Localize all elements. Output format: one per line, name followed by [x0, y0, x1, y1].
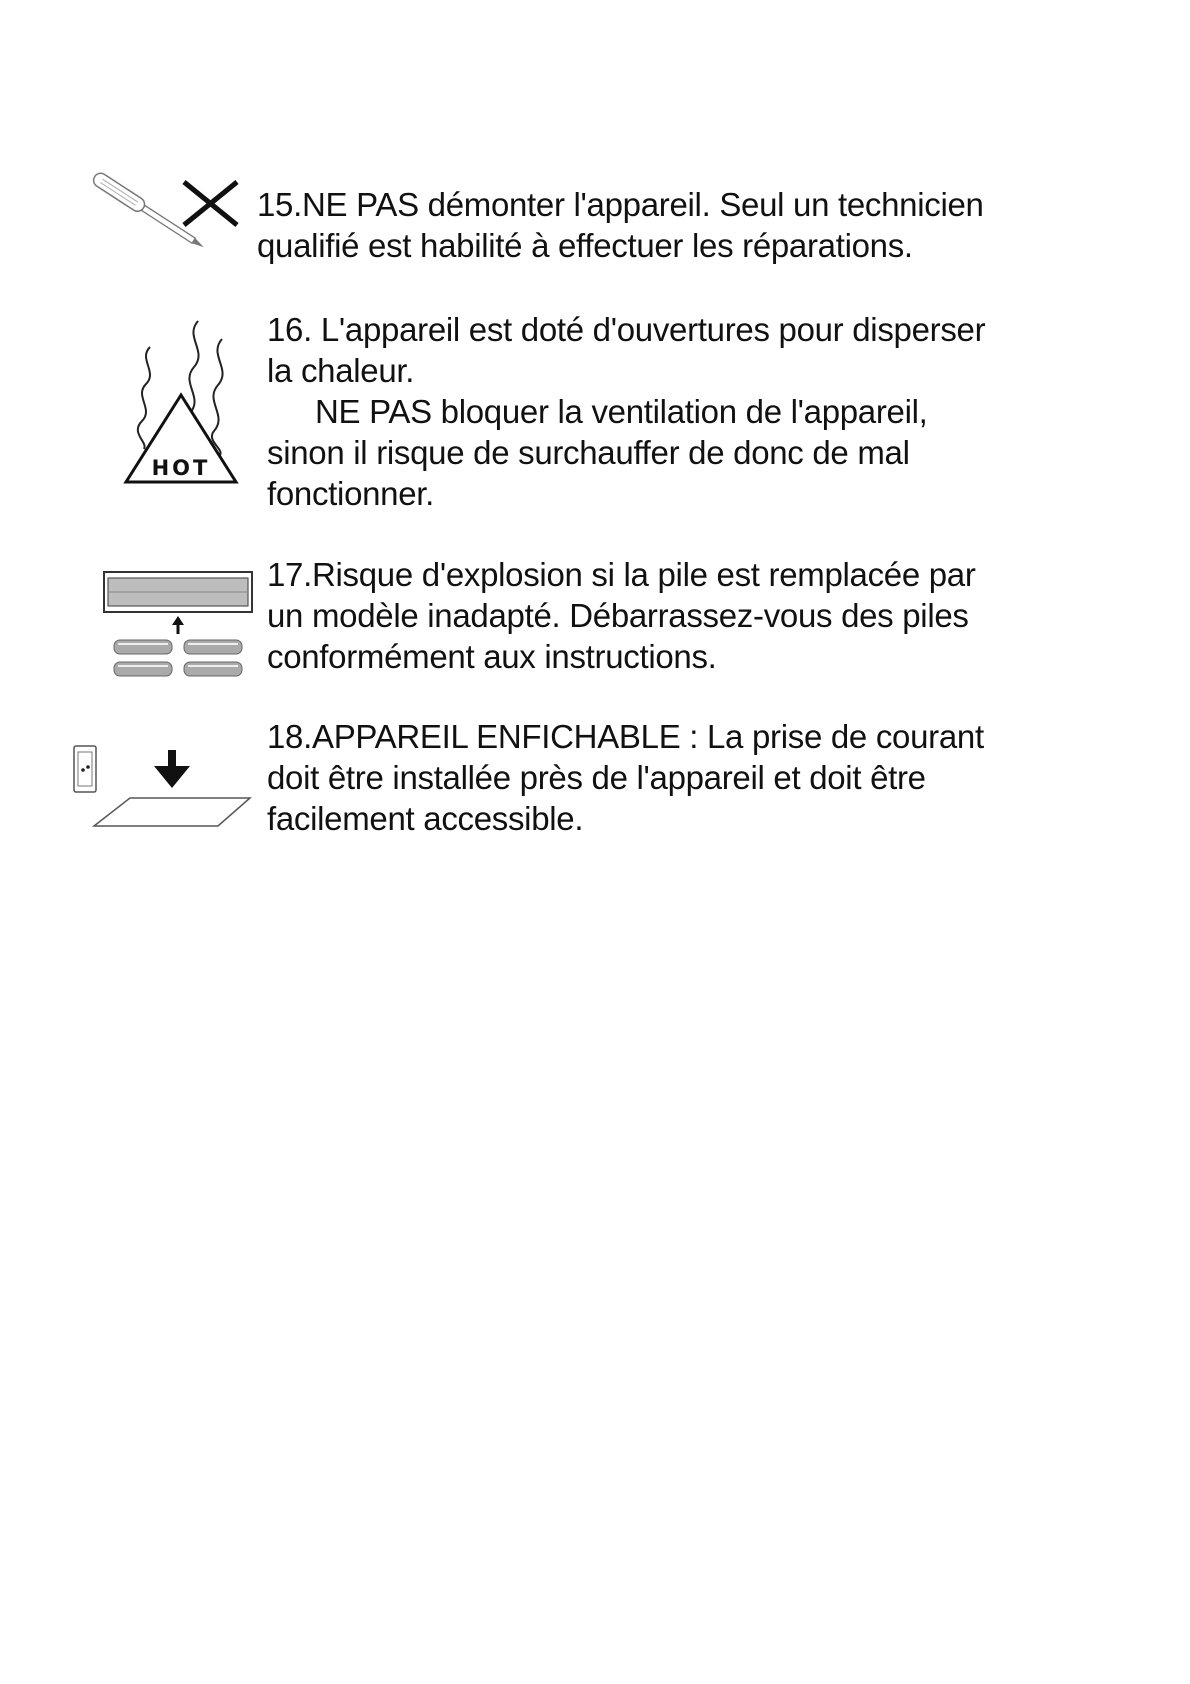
battery-compartment-icon — [100, 568, 260, 688]
hot-warning-icon — [110, 317, 260, 492]
item-number: 16. — [267, 311, 312, 348]
hot-label: HOT — [151, 456, 211, 480]
item-line: doit être installée près de l'appareil et doit être — [267, 759, 926, 796]
instruction-item-16 — [0, 305, 1190, 515]
item-line: L'appareil est doté d'ouvertures pour disperser — [320, 311, 986, 348]
item-line: facilement accessible. — [267, 800, 584, 837]
screwdriver-cross-icon — [92, 170, 242, 270]
instruction-item-15 — [0, 170, 1190, 270]
instruction-item-18 — [0, 714, 1190, 844]
item-line: Risque d'explosion si la pile est remplacée par — [311, 556, 976, 593]
item-line: qualifié est habilité à effectuer les réparations. — [257, 227, 913, 264]
item-number: 18. — [267, 718, 312, 755]
item-line: un modèle inadapté. Débarrassez-vous des piles — [267, 597, 969, 634]
wall-socket-icon — [70, 742, 260, 832]
item-line: APPAREIL ENFICHABLE : La prise de courant — [311, 718, 984, 755]
item-line: NE PAS bloquer la ventilation de l'appareil, — [315, 393, 928, 430]
item-line: la chaleur. — [267, 352, 415, 389]
item-number: 17. — [267, 556, 312, 593]
item-line: fonctionner. — [267, 475, 435, 512]
item-number: 15. — [257, 186, 302, 223]
instruction-item-17 — [0, 550, 1190, 690]
item-line: NE PAS démonter l'appareil. Seul un technicien — [301, 186, 984, 223]
item-line: conformément aux instructions. — [267, 638, 717, 675]
item-line: sinon il risque de surchauffer de donc de mal — [267, 434, 910, 471]
